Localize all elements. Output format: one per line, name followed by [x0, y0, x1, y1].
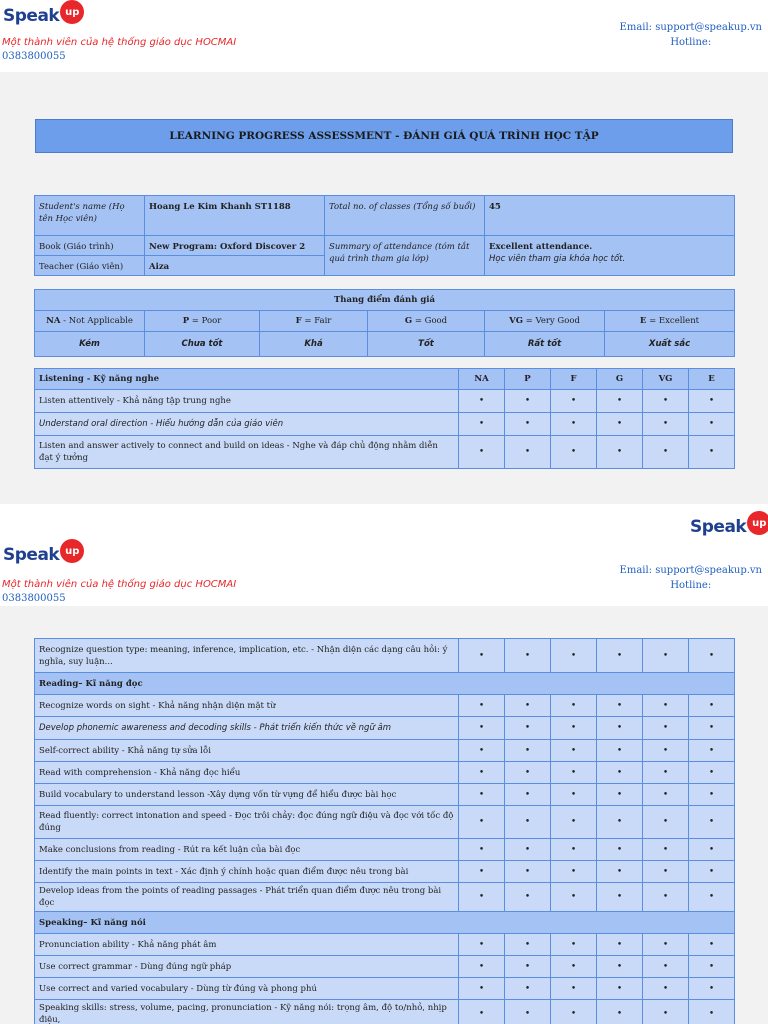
rating-option-na[interactable]: • [459, 695, 505, 717]
rating-option-f[interactable]: • [551, 695, 597, 717]
phone-number: 0383800055 [2, 593, 66, 604]
column-header-g: G [597, 369, 643, 390]
rating-option-vg[interactable]: • [643, 883, 689, 912]
scale-code: P [182, 316, 190, 326]
criterion-text: Develop phonemic awareness and decoding skills - Phát triển kiến thức về ngữ âm [35, 717, 459, 740]
rating-option-vg[interactable]: • [643, 390, 689, 413]
scale-word-1: Chưa tốt [145, 332, 260, 357]
scale-item-0 [35, 311, 145, 332]
rating-option-vg[interactable]: • [643, 740, 689, 762]
grading-scale-table [34, 289, 735, 357]
criterion-text: Self-correct ability - Khả năng tự sửa lỗi [35, 740, 459, 762]
criterion-text: Pronunciation ability - Khả năng phát âm [35, 934, 459, 956]
total-classes-value: 45 [485, 196, 735, 236]
scale-item-2 [260, 311, 368, 332]
table-row [35, 978, 735, 1000]
rating-option-na[interactable]: • [459, 978, 505, 1000]
logo-badge: up [60, 0, 84, 24]
table-row [35, 806, 735, 839]
email-text: Email: support@speakup.vn [619, 22, 762, 33]
table-row [35, 740, 735, 762]
table-row [35, 413, 735, 436]
rating-option-p[interactable]: • [505, 784, 551, 806]
rating-option-p[interactable]: • [505, 1000, 551, 1024]
rating-option-e[interactable]: • [689, 717, 735, 740]
rating-option-e[interactable]: • [689, 839, 735, 861]
rating-option-g[interactable]: • [597, 784, 643, 806]
rating-option-p[interactable]: • [505, 436, 551, 469]
student-name-value: Hoang Le Kim Khanh ST1188 [145, 196, 325, 236]
rating-option-na[interactable]: • [459, 740, 505, 762]
criterion-text: Use correct grammar - Dùng đúng ngữ pháp [35, 956, 459, 978]
teacher-label: Teacher (Giáo viên) [35, 256, 145, 276]
page-title: LEARNING PROGRESS ASSESSMENT - ĐÁNH GIÁ QUÁ TRÌNH HỌC TẬP [35, 119, 733, 153]
logo-badge: up [60, 539, 84, 563]
section-header-row [35, 673, 735, 695]
rating-option-p[interactable]: • [505, 806, 551, 839]
rating-option-na[interactable]: • [459, 934, 505, 956]
rating-option-vg[interactable]: • [643, 639, 689, 673]
column-header-f: F [551, 369, 597, 390]
rating-option-f[interactable]: • [551, 784, 597, 806]
rating-option-e[interactable]: • [689, 390, 735, 413]
criterion-text: Speaking skills: stress, volume, pacing, pronunciation - Kỹ năng nói: trọng âm, độ to/nhỏ, nhịp điệu, [35, 1000, 459, 1024]
rating-option-e[interactable]: • [689, 740, 735, 762]
rating-option-f[interactable]: • [551, 978, 597, 1000]
section-header-row [35, 912, 735, 934]
table-row [35, 883, 735, 912]
logo-text: Speak [3, 545, 60, 565]
rating-option-e[interactable]: • [689, 978, 735, 1000]
table-row [35, 762, 735, 784]
student-info-table [34, 195, 735, 276]
speakup-logo-top-right [690, 517, 768, 537]
rating-option-na[interactable]: • [459, 762, 505, 784]
rating-option-vg[interactable]: • [643, 1000, 689, 1024]
table-row [35, 436, 735, 469]
rating-option-e[interactable]: • [689, 784, 735, 806]
rating-option-p[interactable]: • [505, 934, 551, 956]
rating-option-f[interactable]: • [551, 839, 597, 861]
student-name-label: Student's name (Họ tên Học viên) [35, 196, 145, 236]
rating-option-e[interactable]: • [689, 436, 735, 469]
rating-option-e[interactable]: • [689, 413, 735, 436]
rating-option-p[interactable]: • [505, 956, 551, 978]
criterion-text: Use correct and varied vocabulary - Dùng từ đúng và phong phú [35, 978, 459, 1000]
rating-option-g[interactable]: • [597, 806, 643, 839]
scale-code: F [295, 316, 302, 326]
rating-option-g[interactable]: • [597, 978, 643, 1000]
scale-item-3 [368, 311, 485, 332]
rating-option-p[interactable]: • [505, 978, 551, 1000]
rating-option-na[interactable]: • [459, 413, 505, 436]
table-row [35, 390, 735, 413]
listening-table [34, 368, 735, 469]
logo-text: Speak [690, 517, 747, 537]
total-classes-label: Total no. of classes (Tổng số buổi) [325, 196, 485, 236]
rating-option-e[interactable]: • [689, 639, 735, 673]
rating-option-vg[interactable]: • [643, 436, 689, 469]
criterion-text: Read fluently: correct intonation and speed - Đọc trôi chảy: đọc đúng ngữ điệu và đọc với tốc độ đúng [35, 806, 459, 839]
teacher-value: Aiza [145, 256, 325, 276]
scale-word-3: Tốt [368, 332, 485, 357]
rating-option-f[interactable]: • [551, 934, 597, 956]
rating-option-p[interactable]: • [505, 861, 551, 883]
scale-word-0: Kém [35, 332, 145, 357]
table-row [35, 639, 735, 673]
rating-option-vg[interactable]: • [643, 956, 689, 978]
rating-option-vg[interactable]: • [643, 839, 689, 861]
scale-word-5: Xuất sắc [605, 332, 735, 357]
reading-speaking-table [34, 638, 735, 1024]
rating-option-f[interactable]: • [551, 717, 597, 740]
rating-option-na[interactable]: • [459, 861, 505, 883]
rating-option-e[interactable]: • [689, 762, 735, 784]
scale-desc: = Good [412, 316, 448, 326]
rating-option-vg[interactable]: • [643, 717, 689, 740]
rating-option-e[interactable]: • [689, 861, 735, 883]
table-row [35, 784, 735, 806]
rating-option-p[interactable]: • [505, 883, 551, 912]
criterion-text: Read with comprehension - Khả năng đọc hiểu [35, 762, 459, 784]
rating-option-g[interactable]: • [597, 390, 643, 413]
column-header-vg: VG [643, 369, 689, 390]
criterion-text: Recognize words on sight - Khả năng nhận diện mặt từ [35, 695, 459, 717]
email-text: Email: support@speakup.vn [619, 565, 762, 576]
rating-option-p[interactable]: • [505, 695, 551, 717]
hotline-text: Hotline: [670, 37, 712, 48]
scale-word-4: Rất tốt [485, 332, 605, 357]
rating-option-g[interactable]: • [597, 762, 643, 784]
rating-option-vg[interactable]: • [643, 861, 689, 883]
criterion-text: Identify the main points in text - Xác định ý chính hoặc quan điểm được nêu trong bài [35, 861, 459, 883]
rating-option-vg[interactable]: • [643, 762, 689, 784]
criterion-text: Listen attentively - Khả năng tập trung nghe [35, 390, 459, 413]
rating-option-f[interactable]: • [551, 436, 597, 469]
column-header-p: P [505, 369, 551, 390]
rating-option-f[interactable]: • [551, 956, 597, 978]
rating-option-e[interactable]: • [689, 806, 735, 839]
rating-option-f[interactable]: • [551, 639, 597, 673]
rating-option-f[interactable]: • [551, 740, 597, 762]
rating-option-p[interactable]: • [505, 413, 551, 436]
section-title: Reading– Kĩ năng đọc [35, 673, 735, 695]
rating-option-g[interactable]: • [597, 695, 643, 717]
criterion-text: Recognize question type: meaning, inference, implication, etc. - Nhận diện các dạng câu hỏi: ý nghĩa, suy luận... [35, 639, 459, 673]
criterion-text: Listen and answer actively to connect and build on ideas - Nghe và đáp chủ động nhằm diễn đạt ý tưởng [35, 436, 459, 469]
page2-header [0, 540, 768, 606]
criterion-text: Make conclusions from reading - Rút ra kết luận của bài đọc [35, 839, 459, 861]
criterion-text: Develop ideas from the points of reading passages - Phát triển quan điểm được nêu trong bài đọc [35, 883, 459, 912]
scale-desc: = Very Good [522, 316, 580, 326]
contact-info [620, 563, 762, 593]
scale-code: NA [46, 316, 61, 326]
rating-option-f[interactable]: • [551, 806, 597, 839]
rating-option-e[interactable]: • [689, 956, 735, 978]
hotline-text: Hotline: [670, 580, 712, 591]
rating-option-g[interactable]: • [597, 436, 643, 469]
rating-option-p[interactable]: • [505, 839, 551, 861]
rating-option-g[interactable]: • [597, 883, 643, 912]
attendance-summary-value [485, 236, 735, 276]
table-row [35, 839, 735, 861]
rating-option-e[interactable]: • [689, 934, 735, 956]
contact-info [620, 20, 762, 50]
rating-option-na[interactable]: • [459, 806, 505, 839]
column-header-e: E [689, 369, 735, 390]
rating-option-g[interactable]: • [597, 861, 643, 883]
speakup-logo [3, 6, 84, 26]
rating-option-vg[interactable]: • [643, 695, 689, 717]
rating-option-vg[interactable]: • [643, 413, 689, 436]
rating-option-g[interactable]: • [597, 839, 643, 861]
table-row [35, 695, 735, 717]
phone-number: 0383800055 [2, 51, 66, 62]
rating-option-f[interactable]: • [551, 861, 597, 883]
rating-option-vg[interactable]: • [643, 934, 689, 956]
rating-option-na[interactable]: • [459, 436, 505, 469]
rating-option-f[interactable]: • [551, 1000, 597, 1024]
scale-item-1 [145, 311, 260, 332]
rating-option-f[interactable]: • [551, 883, 597, 912]
rating-option-g[interactable]: • [597, 740, 643, 762]
rating-option-vg[interactable]: • [643, 806, 689, 839]
page-gap [0, 504, 768, 508]
rating-option-p[interactable]: • [505, 639, 551, 673]
section-title: Speaking– Kĩ năng nói [35, 912, 735, 934]
column-header-na: NA [459, 369, 505, 390]
rating-option-na[interactable]: • [459, 883, 505, 912]
table-row [35, 717, 735, 740]
grading-scale-title: Thang điểm đánh giá [35, 290, 735, 311]
tagline: Một thành viên của hệ thống giáo dục HOCMAI [2, 37, 237, 48]
scale-item-5 [605, 311, 735, 332]
rating-option-p[interactable]: • [505, 390, 551, 413]
rating-option-g[interactable]: • [597, 934, 643, 956]
rating-option-na[interactable]: • [459, 717, 505, 740]
logo-text: Speak [3, 6, 60, 26]
rating-option-na[interactable]: • [459, 784, 505, 806]
attendance-title: Excellent attendance. [489, 242, 593, 252]
scale-word-2: Khá [260, 332, 368, 357]
page1-header [0, 0, 768, 72]
attendance-text: Học viên tham gia khóa học tốt. [489, 254, 626, 264]
rating-option-p[interactable]: • [505, 762, 551, 784]
scale-desc: = Poor [189, 316, 222, 326]
speakup-logo [3, 545, 84, 565]
scale-desc: = Excellent [646, 316, 700, 326]
table-row [35, 934, 735, 956]
attendance-summary-label: Summary of attendance (tóm tắt quá trình tham gia lớp) [325, 236, 485, 276]
scale-desc: - Not Applicable [60, 316, 133, 326]
rating-option-na[interactable]: • [459, 1000, 505, 1024]
rating-option-p[interactable]: • [505, 717, 551, 740]
rating-option-na[interactable]: • [459, 839, 505, 861]
scale-code: G [404, 316, 413, 326]
rating-option-g[interactable]: • [597, 639, 643, 673]
tagline: Một thành viên của hệ thống giáo dục HOCMAI [2, 579, 237, 590]
rating-option-g[interactable]: • [597, 717, 643, 740]
rating-option-vg[interactable]: • [643, 784, 689, 806]
table-row [35, 1000, 735, 1024]
rating-option-g[interactable]: • [597, 1000, 643, 1024]
rating-option-e[interactable]: • [689, 883, 735, 912]
scale-code: VG [509, 316, 523, 326]
criterion-text: Build vocabulary to understand lesson -Xây dựng vốn từ vựng để hiểu được bài học [35, 784, 459, 806]
scale-code: E [639, 316, 647, 326]
rating-option-f[interactable]: • [551, 413, 597, 436]
book-value: New Program: Oxford Discover 2 [145, 236, 325, 256]
rating-option-na[interactable]: • [459, 390, 505, 413]
rating-option-g[interactable]: • [597, 413, 643, 436]
rating-option-na[interactable]: • [459, 639, 505, 673]
rating-option-e[interactable]: • [689, 1000, 735, 1024]
scale-item-4 [485, 311, 605, 332]
section-title: Listening - Kỹ năng nghe [35, 369, 459, 390]
rating-option-vg[interactable]: • [643, 978, 689, 1000]
section-header-row [35, 369, 735, 390]
rating-option-g[interactable]: • [597, 956, 643, 978]
rating-option-na[interactable]: • [459, 956, 505, 978]
rating-option-f[interactable]: • [551, 390, 597, 413]
rating-option-e[interactable]: • [689, 695, 735, 717]
table-row [35, 956, 735, 978]
table-row [35, 861, 735, 883]
book-label: Book (Giáo trình) [35, 236, 145, 256]
rating-option-p[interactable]: • [505, 740, 551, 762]
logo-badge: up [747, 511, 768, 535]
criterion-text: Understand oral direction - Hiểu hướng dẫn của giáo viên [35, 413, 459, 436]
scale-desc: = Fair [301, 316, 332, 326]
rating-option-f[interactable]: • [551, 762, 597, 784]
